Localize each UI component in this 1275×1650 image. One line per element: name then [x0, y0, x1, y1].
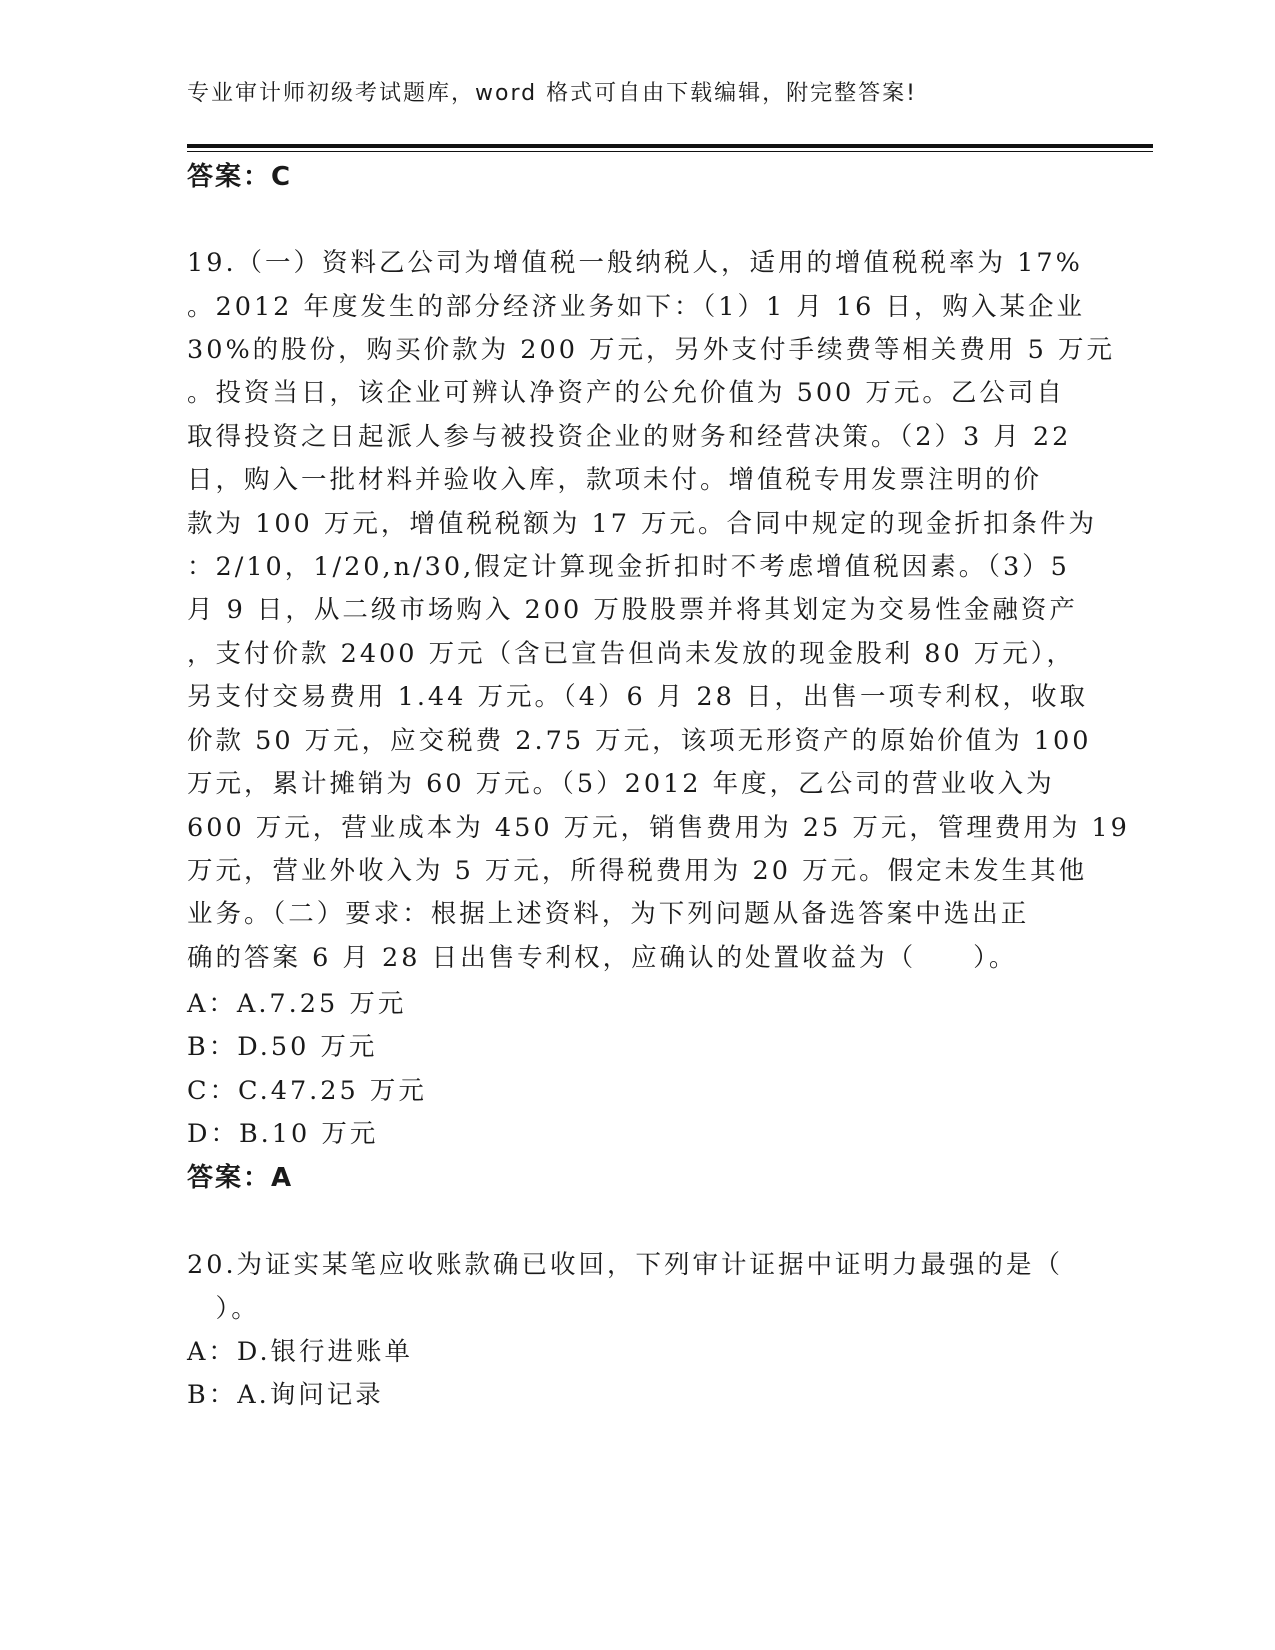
q20-line: ）。	[187, 1294, 260, 1324]
q19-line: 确的答案 6 月 28 日出售专利权，应确认的处置收益为（ ）。	[187, 943, 1018, 973]
q19-line: 600 万元，营业成本为 450 万元，销售费用为 25 万元，管理费用为 19	[187, 813, 1130, 843]
q19-line: 款为 100 万元，增值税税额为 17 万元。合同中规定的现金折扣条件为	[187, 509, 1098, 539]
q19-line: 万元，累计摊销为 60 万元。（5）2012 年度，乙公司的营业收入为	[187, 769, 1055, 799]
q19-option-d: D：B.10 万元	[187, 1119, 379, 1149]
q19-line: ，支付价款 2400 万元（含已宣告但尚未发放的现金股利 80 万元），	[187, 639, 1076, 669]
q20-line: 20.为证实某笔应收账款确已收回，下列审计证据中证明力最强的是（	[187, 1250, 1064, 1280]
q19-option-c: C：C.47.25 万元	[187, 1076, 427, 1106]
q19-line: 。投资当日，该企业可辨认净资产的公允价值为 500 万元。乙公司自	[187, 378, 1065, 408]
q19-line: 日，购入一批材料并验收入库，款项未付。增值税专用发票注明的价	[187, 465, 1043, 495]
q19-line: 30%的股份，购买价款为 200 万元，另外支付手续费等相关费用 5 万元	[187, 335, 1115, 365]
q19-line: 万元，营业外收入为 5 万元，所得税费用为 20 万元。假定未发生其他	[187, 856, 1088, 886]
q19-line: ：2/10，1/20,n/30,假定计算现金折扣时不考虑增值税因素。（3）5	[187, 552, 1070, 582]
q19-line: 19.（一）资料乙公司为增值税一般纳税人，适用的增值税税率为 17%	[187, 248, 1083, 278]
header-rule-thin	[187, 151, 1153, 152]
q19-answer: 答案：A	[187, 1163, 294, 1193]
q19-line: 另支付交易费用 1.44 万元。（4）6 月 28 日，出售一项专利权，收取	[187, 682, 1088, 712]
q19-line: 价款 50 万元，应交税费 2.75 万元，该项无形资产的原始价值为 100	[187, 726, 1092, 756]
header-rule-thick	[187, 144, 1153, 148]
page-header: 专业审计师初级考试题库，word 格式可自由下载编辑，附完整答案!	[187, 81, 917, 106]
q20-option-b: B：A.询问记录	[187, 1380, 384, 1410]
q19-line: 业务。（二）要求：根据上述资料，为下列问题从备选答案中选出正	[187, 899, 1030, 929]
q19-option-a: A：A.7.25 万元	[187, 989, 407, 1019]
q18-answer: 答案：C	[187, 162, 293, 192]
q19-line: 。2012 年度发生的部分经济业务如下：（1）1 月 16 日，购入某企业	[187, 292, 1085, 322]
q19-option-b: B：D.50 万元	[187, 1032, 378, 1062]
q20-option-a: A：D.银行进账单	[187, 1337, 414, 1367]
q19-line: 月 9 日，从二级市场购入 200 万股股票并将其划定为交易性金融资产	[187, 595, 1078, 625]
q19-line: 取得投资之日起派人参与被投资企业的财务和经营决策。（2）3 月 22	[187, 422, 1072, 452]
